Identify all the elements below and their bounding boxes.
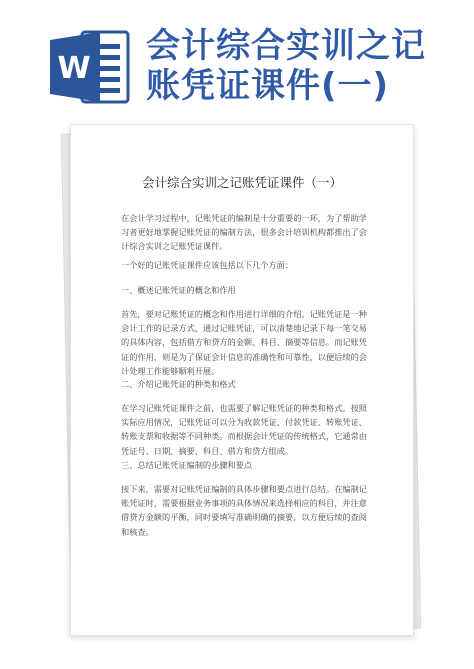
word-document-icon — [48, 28, 130, 106]
paragraph-intro: 在会计学习过程中，记账凭证的编制是十分重要的一环，为了帮助学习者更好地掌握记账凭证的编制方法，很多会计培训机构都推出了会计综合实训之记账凭证课件。 — [121, 213, 367, 252]
section-3-heading: 三、总结记账凭证编制的步骤和要点 — [121, 460, 253, 470]
banner-title-line-2: 账凭证课件(一) — [146, 66, 390, 106]
document-title: 会计综合实训之记账凭证课件（一） — [141, 175, 342, 190]
section-1-body: 首先，要对记账凭证的概念和作用进行详细的介绍。记账凭证是一种会计工作的记录方式，通过记账凭证，可以清楚地记录下每一笔交易的具体内容，包括借方和贷方的金额、科目、摘要等信息。而记账凭证的作用，则是为了保证会计信息的准确性和可靠性，以便后续的会计处理工作能够顺利开展。 — [121, 309, 367, 376]
section-2-heading: 二、介绍记账凭证的种类和格式 — [121, 379, 236, 389]
section-1-heading: 一、概述记账凭证的概念和作用 — [121, 285, 236, 295]
section-3-body: 接下来，需要对记账凭证编制的具体步骤和要点进行总结。在编制记账凭证时，需要根据业务事项的具体情况来选择相应的科目，并注意借贷方金额的平衡，同时要填写准确明确的摘要，以方便后续的查阅和核查。 — [121, 484, 367, 537]
svg-text:W: W — [57, 51, 91, 86]
section-2-body: 在学习记账凭证课件之前，也需要了解记账凭证的种类和格式。按照实际应用情况，记账凭证可以分为收款凭证、付款凭证、转账凭证、转账支票和收据等不同种类。而根据会计凭证的传统格式，它通常由凭证号、日期、摘要、科目、借方和贷方组成。 — [121, 403, 367, 456]
document-page — [70, 124, 414, 636]
banner-title-line-1: 会计综合实训之记 — [146, 26, 426, 66]
paragraph-aspects: 一个好的记账凭证课件应该包括以下几个方面： — [121, 260, 293, 270]
header-banner — [0, 0, 474, 110]
